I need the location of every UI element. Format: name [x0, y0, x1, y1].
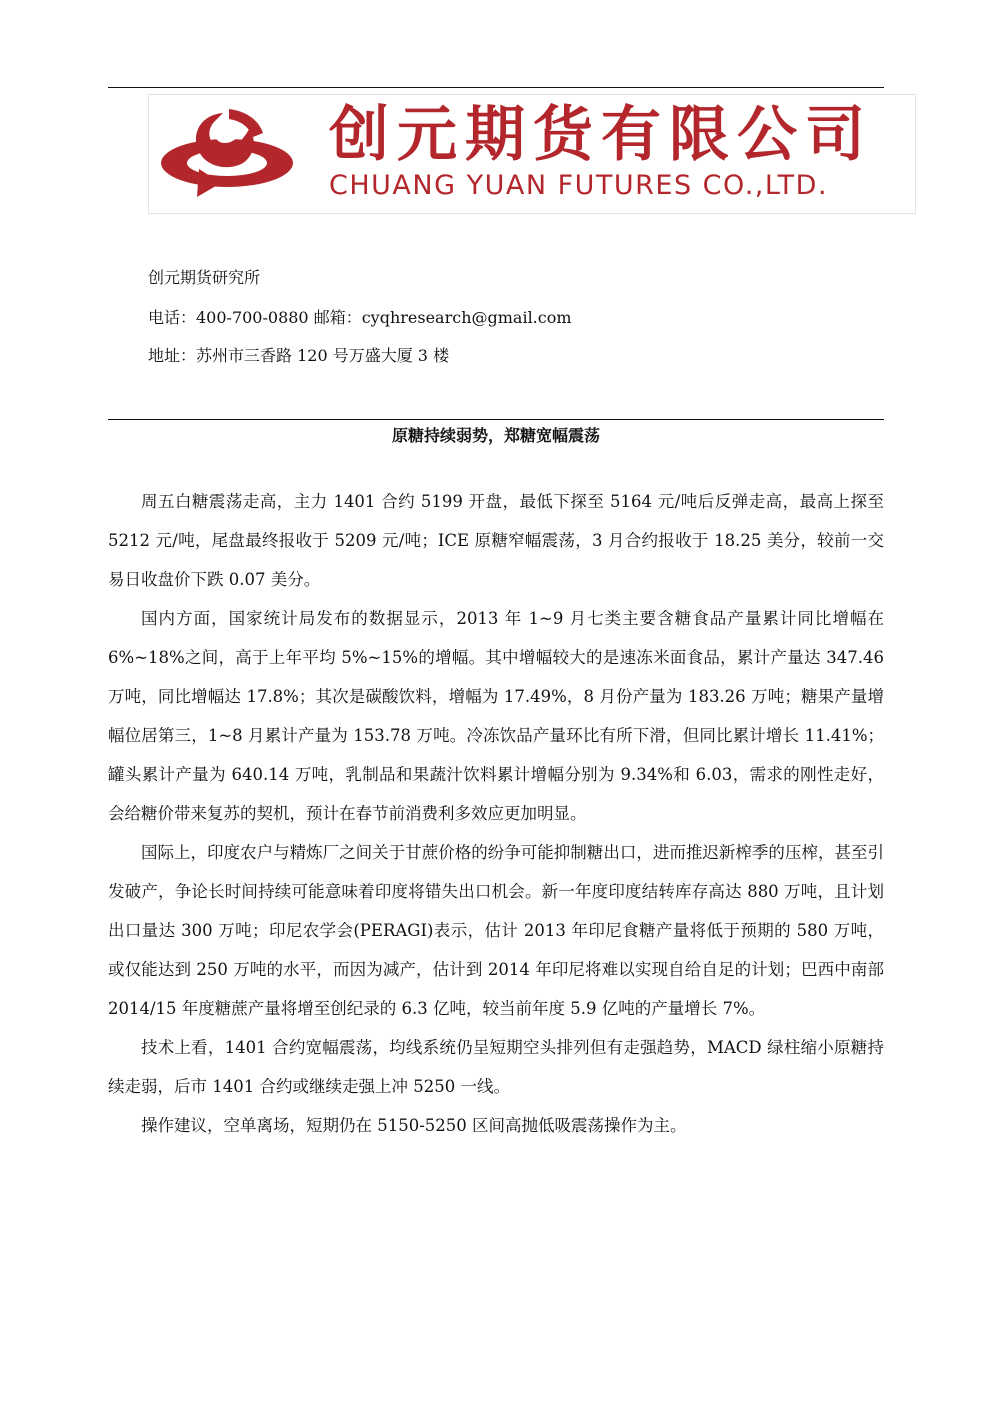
company-logo [148, 94, 916, 214]
company-name-cn: 创元期货有限公司 [329, 100, 873, 170]
article-body [108, 482, 884, 1145]
article-title: 原糖持续弱势，郑糖宽幅震荡 [391, 426, 600, 445]
paragraph-domestic: 国内方面，国家统计局发布的数据显示，2013 年 1~9 月七类主要含糖食品产量累计同比增幅在 6%~18%之间，高于上年平均 5%~15%的增幅。其中增幅较大的是速冻米面食品，累计产量达 347.46 万吨，同比增幅达 17.8%；其次是碳酸饮料，增幅为 17.49%，8 月份产量为 183.26 万吨；糖果产量增幅位居第三，1~8 月累计产量为 153.78 万吨。冷冻饮品产量环比有所下滑，但同比累计增长 11.41%；罐头累计产量为 640.14 万吨，乳制品和果蔬汁饮料累计增幅分别为 9.34%和 6.03，需求的刚性走好，会给糖价带来复苏的契机，预计在春节前消费利多效应更加明显。 [108, 609, 884, 823]
paragraph-operation-advice: 操作建议，空单离场，短期仍在 5150-5250 区间高抛低吸震荡操作为主。 [141, 1116, 687, 1135]
contact-phone-email: 电话：400-700-0880 邮箱：cyqhresearch@gmail.com [148, 308, 572, 327]
header-top-rule [108, 87, 884, 88]
company-name-en: CHUANG YUAN FUTURES CO.,LTD. [329, 170, 829, 201]
paragraph-technical: 技术上看，1401 合约宽幅震荡，均线系统仍呈短期空头排列但有走强趋势，MACD 绿柱缩小原糖持续走弱，后市 1401 合约或继续走强上冲 5250 一线。 [108, 1038, 884, 1096]
chuangyuan-emblem-icon [159, 107, 299, 203]
title-divider-rule [108, 419, 884, 420]
contact-address: 地址：苏州市三香路 120 号万盛大厦 3 楼 [148, 346, 450, 365]
research-institute-name: 创元期货研究所 [148, 268, 261, 287]
paragraph-international: 国际上，印度农户与精炼厂之间关于甘蔗价格的纷争可能抑制糖出口，进而推迟新榨季的压榨，甚至引发破产，争论长时间持续可能意味着印度将错失出口机会。新一年度印度结转库存高达 880 万吨，且计划出口量达 300 万吨；印尼农学会(PERAGI)表示，估计 2013 年印尼食糖产量将低于预期的 580 万吨，或仅能达到 250 万吨的水平，而因为减产，估计到 2014 年印尼将难以实现自给自足的计划；巴西中南部 2014/15 年度糖蔗产量将增至创纪录的 6.3 亿吨，较当前年度 5.9 亿吨的产量增长 7%。 [108, 843, 884, 1018]
paragraph-market-summary: 周五白糖震荡走高，主力 1401 合约 5199 开盘，最低下探至 5164 元/吨后反弹走高，最高上探至 5212 元/吨，尾盘最终报收于 5209 元/吨；ICE 原糖窄幅震荡，3 月合约报收于 18.25 美分，较前一交易日收盘价下跌 0.07 美分。 [108, 492, 884, 589]
